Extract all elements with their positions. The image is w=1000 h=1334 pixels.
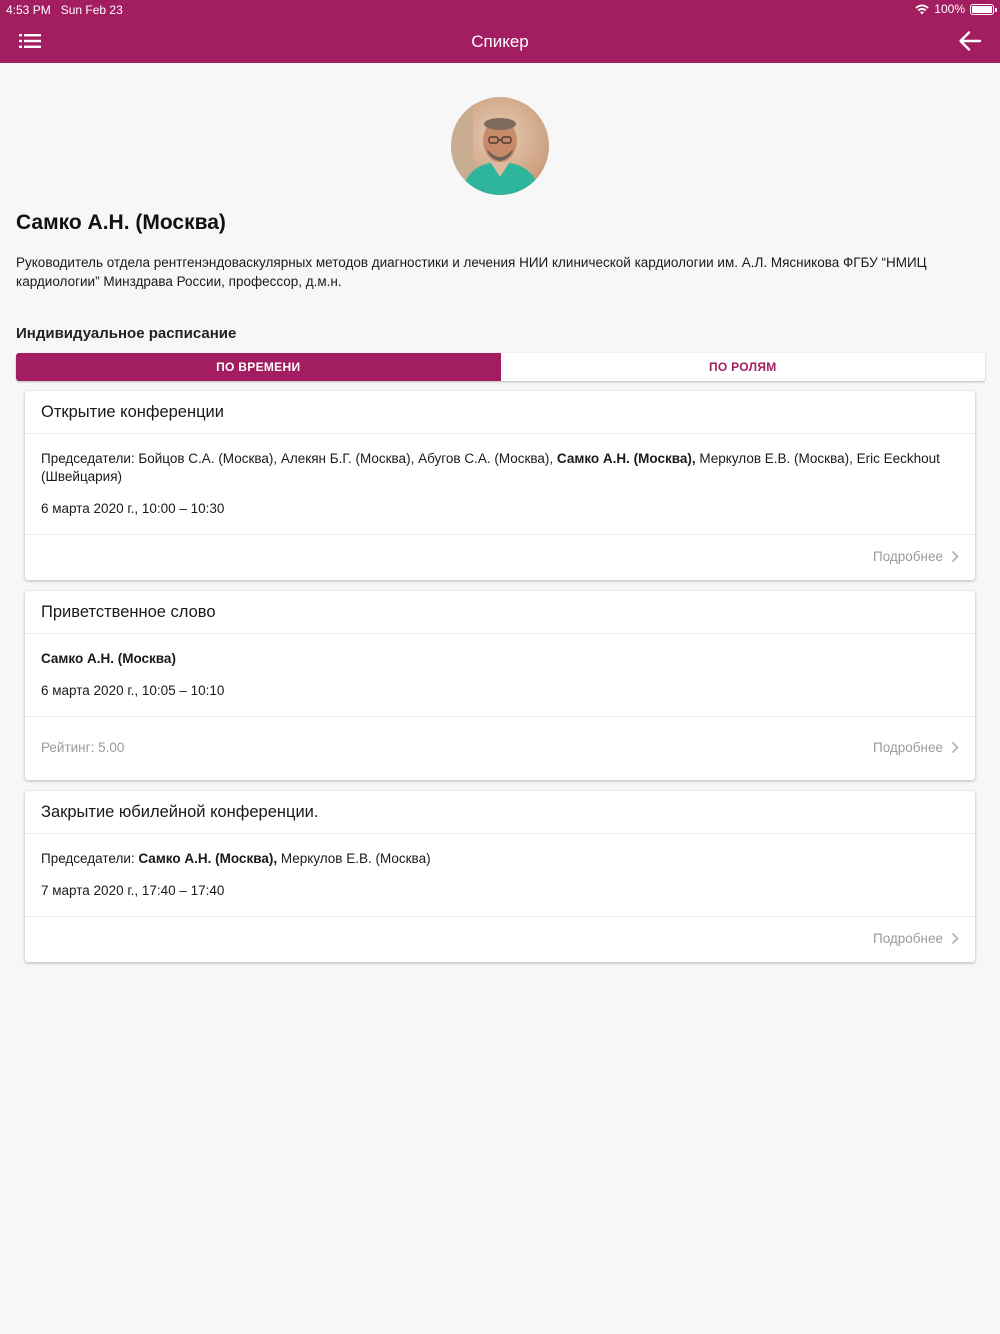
schedule-view-toggle (16, 353, 985, 381)
chevron-right-icon (951, 741, 959, 754)
event-title: Закрытие юбилейной конференции. (25, 791, 975, 834)
arrow-left-icon[interactable] (958, 30, 982, 52)
battery-percent: 100% (934, 2, 965, 16)
chairs-highlight: Самко А.Н. (Москва), (556, 451, 696, 466)
event-footer (25, 716, 975, 780)
tab-by-role[interactable]: ПО РОЛЯМ (501, 353, 986, 381)
page-title: Спикер (471, 32, 529, 51)
event-details (25, 634, 975, 700)
speaker-avatar (451, 97, 549, 195)
more-label: Подробнее (872, 931, 943, 946)
chevron-right-icon (951, 932, 959, 945)
chairs-list: Бойцов С.А. (Москва), Алекян Б.Г. (Москва), Абугов С.А. (Москва), (138, 451, 554, 466)
chairs-list-rest: Меркулов Е.В. (Москва), Eric Eeckhout (Швейцария) (41, 451, 940, 484)
event-date: 6 марта 2020 г., 10:00 – 10:30 (41, 501, 225, 516)
event-title: Открытие конференции (25, 391, 975, 434)
event-chairs (41, 850, 959, 868)
battery-icon (970, 4, 994, 15)
more-label: Подробнее (872, 740, 943, 755)
event-footer (25, 916, 975, 962)
speaker-name: Самко А.Н. (Москва) (16, 211, 226, 234)
app-header (0, 0, 1000, 63)
chevron-right-icon (951, 550, 959, 563)
status-clock: 4:53 PM (6, 3, 51, 17)
schedule-heading: Индивидуальное расписание (16, 325, 237, 342)
status-time (6, 3, 123, 17)
status-bar (0, 0, 1000, 20)
chairs-highlight: Самко А.Н. (Москва), (138, 851, 278, 866)
chairs-label: Председатели: (41, 451, 135, 466)
tab-by-time[interactable]: ПО ВРЕМЕНИ (16, 353, 501, 381)
more-link[interactable] (873, 740, 959, 755)
speaker-description: Руководитель отдела рентгенэндоваскулярных методов диагностики и лечения НИИ клинической кардиологии им. А.Л. Мясникова ФГБУ “НМИЦ кардиологии” Минздрава России, профессор, д.м.н. (16, 255, 927, 289)
event-card[interactable] (25, 591, 975, 780)
event-details (25, 834, 975, 900)
event-footer (25, 534, 975, 580)
chairs-list-rest: Меркулов Е.В. (Москва) (280, 851, 431, 866)
more-label: Подробнее (872, 549, 943, 564)
event-card[interactable] (25, 391, 975, 580)
event-details (25, 434, 975, 518)
event-rating: Рейтинг: 5.00 (41, 740, 125, 755)
status-date: Sun Feb 23 (60, 3, 123, 17)
event-date: 7 марта 2020 г., 17:40 – 17:40 (41, 883, 225, 898)
event-speaker: Самко А.Н. (Москва) (41, 651, 176, 666)
wifi-icon (915, 4, 929, 15)
more-link[interactable] (873, 549, 959, 564)
event-date: 6 марта 2020 г., 10:05 – 10:10 (41, 683, 225, 698)
more-link[interactable] (873, 931, 959, 946)
status-indicators (915, 2, 994, 16)
event-title: Приветственное слово (25, 591, 975, 634)
event-chairs (41, 450, 959, 486)
speaker-photo (451, 97, 549, 195)
chairs-label: Председатели: (41, 851, 135, 866)
event-card[interactable] (25, 791, 975, 962)
